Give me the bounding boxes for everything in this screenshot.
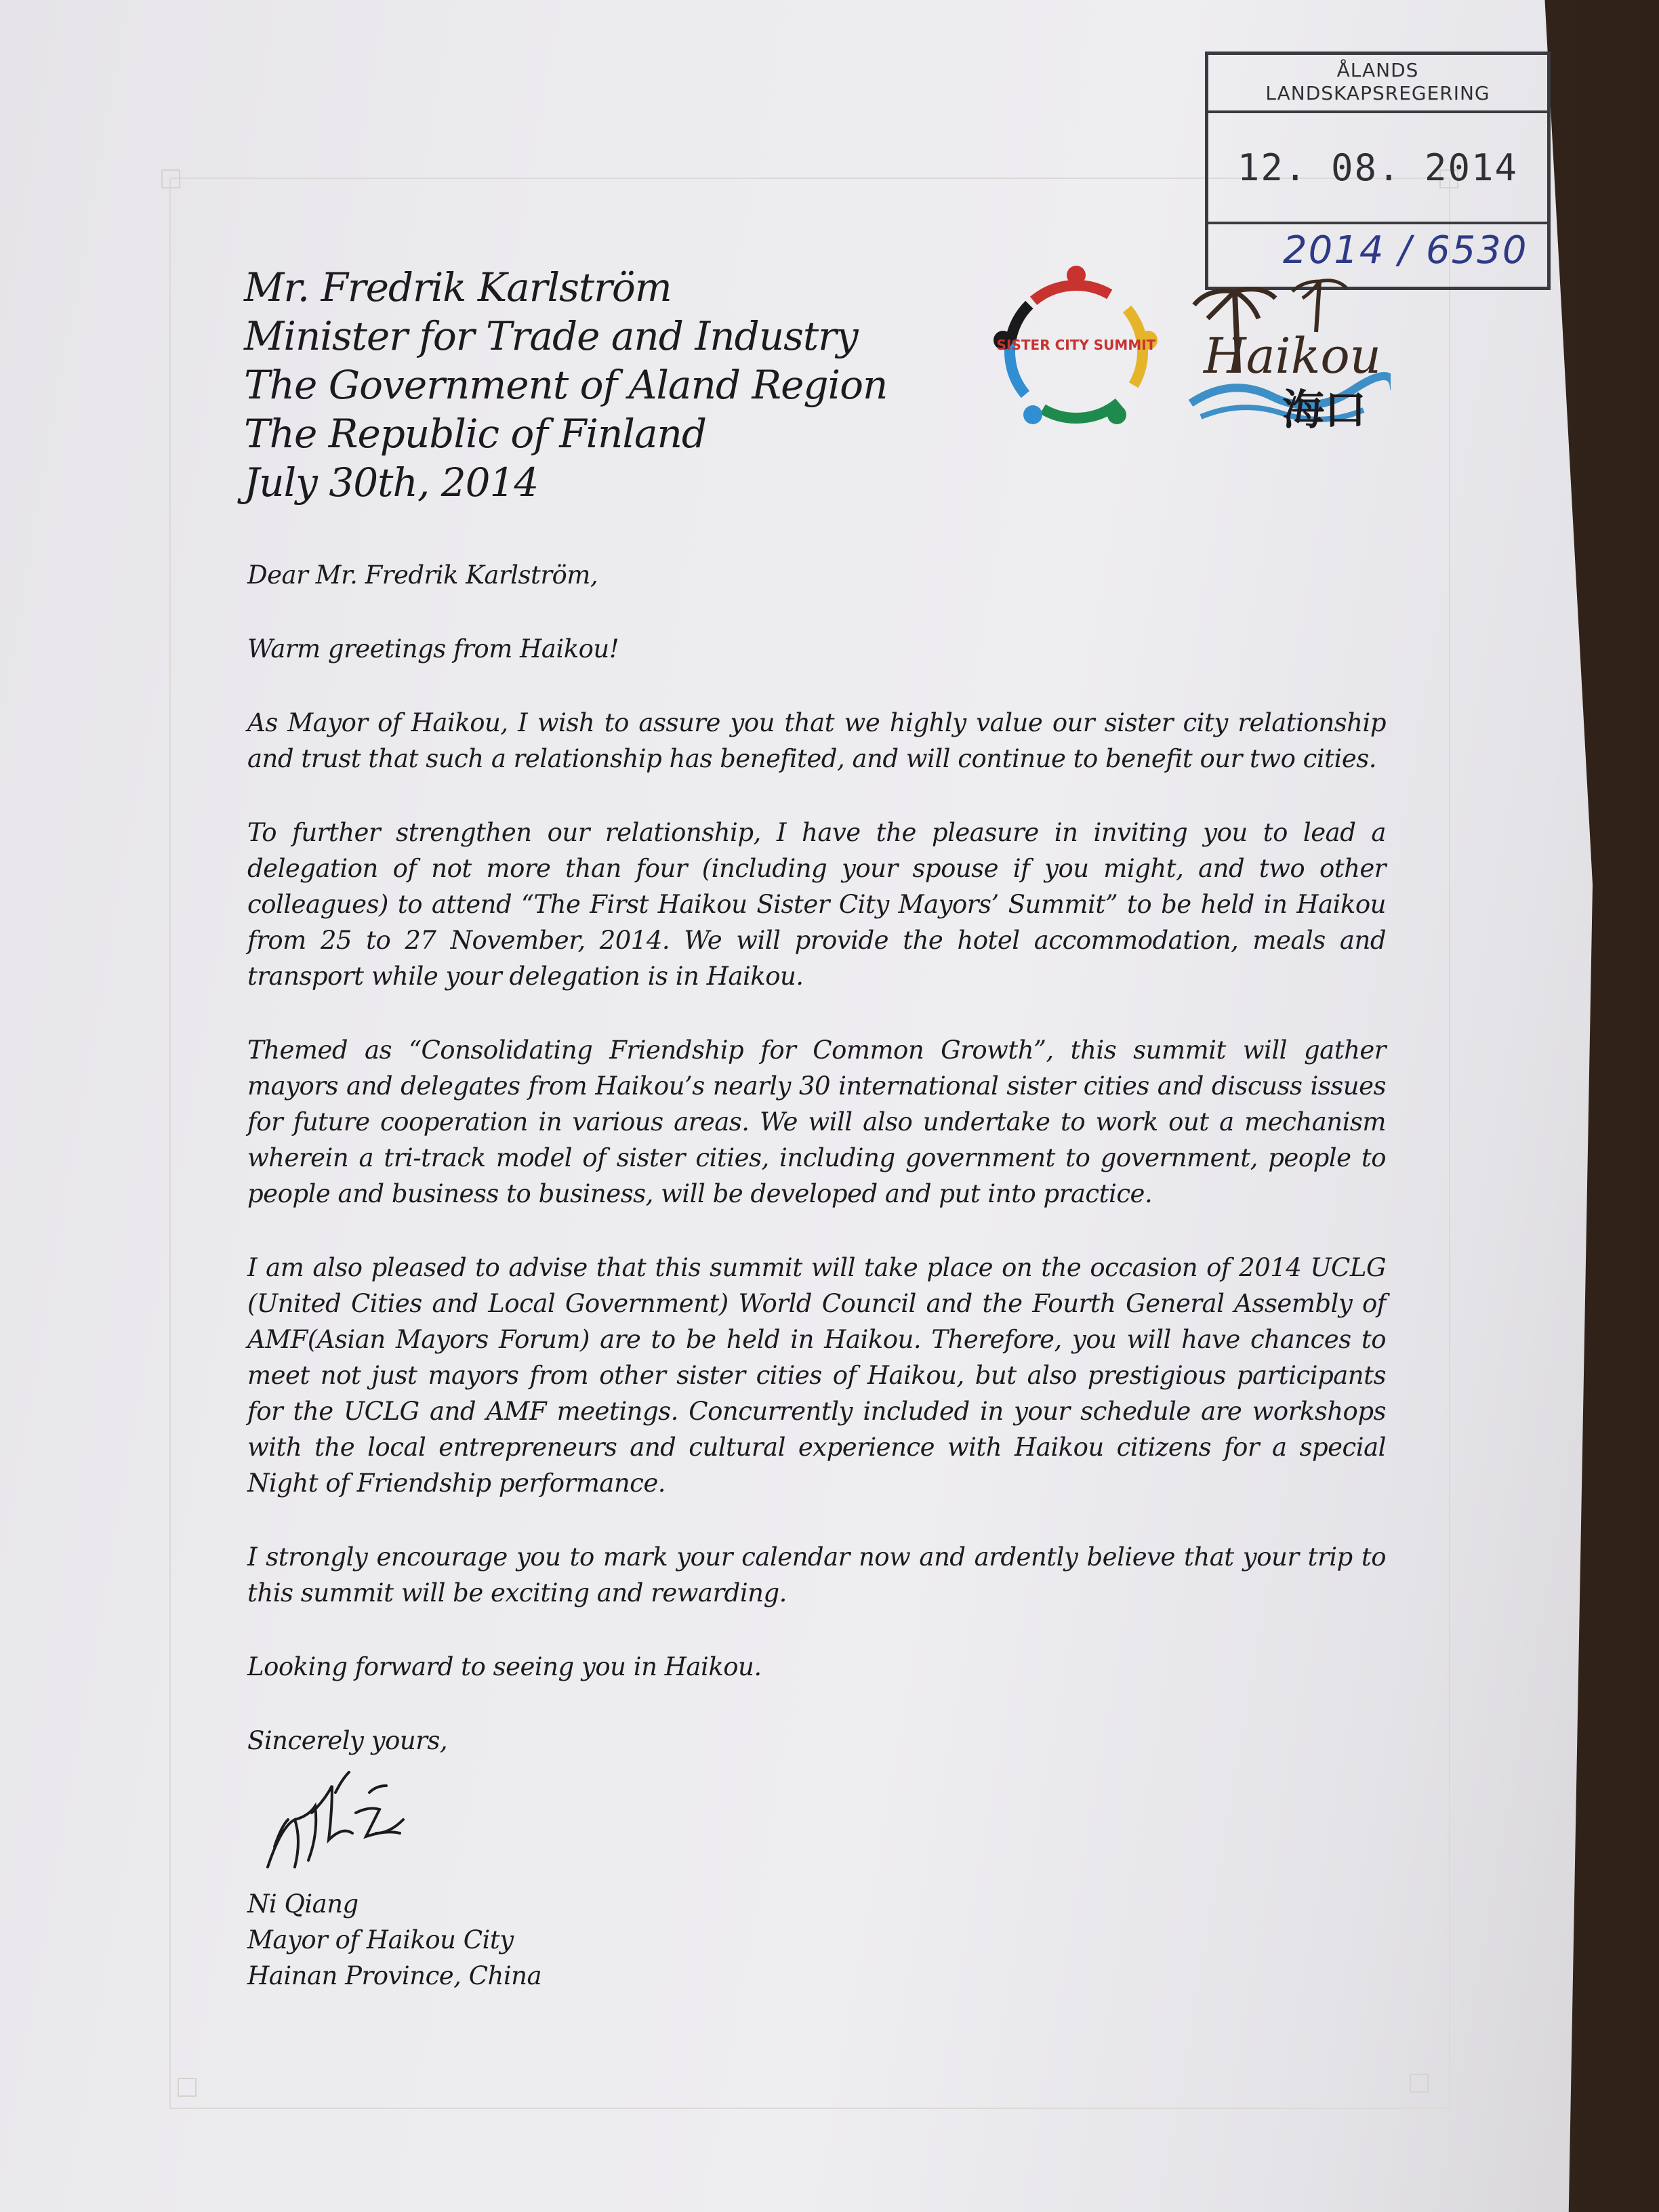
recipient-government: The Government of Aland Region [244,362,888,408]
stamp-date: 12. 08. 2014 [1208,113,1547,224]
frame-corner-bottom-right [1410,2074,1429,2093]
stamp-line-2: LANDSKAPSREGERING [1265,82,1490,104]
paragraph-4: I am also pleased to advise that this summit will take place on the occasion of 2014 UCLG (United Cities and Local Government) World Council and the Fourth General Assembly of AMF(Asian Mayors Forum) are to be held in Haikou. Therefore, you will have chances to meet not just mayors from other sister cities of Haikou, but also prestigious participants for the UCLG and AMF meetings. Concurrently included in your schedule are workshops with the local entrepreneurs and cultural experience with Haikou citizens for a special Night of Friendship performance. [247,1253,1386,1498]
frame-corner-bottom-left [178,2078,197,2097]
recipient-name: Mr. Fredrik Karlström [244,264,672,310]
recipient-address [244,263,887,507]
frame-corner-top-left [161,169,180,188]
signer-title: Mayor of Haikou City [247,1925,514,1954]
salutation: Dear Mr. Fredrik Karlström, [247,560,598,590]
sister-city-logo-icon [988,260,1164,436]
signer-block [247,1886,1386,1994]
stamp-reference-number: 2014 / 6530 [1283,228,1528,272]
registry-stamp [1205,52,1551,290]
sign-off: Sincerely yours, [247,1726,448,1755]
signature-icon [247,1765,464,1887]
sister-city-summit-logo [988,260,1164,436]
paragraph-2: To further strengthen our relationship, I have the pleasure in inviting you to lead a delegation of not more than four (including your spouse if you might, and two other colleagues) to attend “The First Haikou Sister City Mayors’ Summit” to be held in Haikou from 25 to 27 November, 2014. We will provide the hotel accommodation, meals and transport while your delegation is in Haikou. [247,818,1386,991]
letter-body [247,557,1386,1994]
signer-name: Ni Qiang [247,1889,359,1919]
greeting: Warm greetings from Haikou! [247,634,619,663]
handwritten-signature [247,1765,1386,1881]
haikou-chinese-name: 海口 [1282,385,1367,434]
sister-city-logo-text: SISTER CITY SUMMIT [996,337,1156,353]
paragraph-5: I strongly encourage you to mark your calendar now and ardently believe that your trip to this summit will be exciting and rewarding. [247,1542,1386,1607]
closing-line: Looking forward to seeing you in Haikou. [247,1652,762,1681]
recipient-country: The Republic of Finland [244,411,707,457]
paragraph-3: Themed as “Consolidating Friendship for Common Growth”, this summit will gather mayors and delegates from Haikou’s nearly 30 international sister cities and discuss issues for future cooperation in various areas. We will also undertake to work out a mechanism wherein a tri-track model of sister cities, including government to government, people to people and business to business, will be developed and put into practice. [247,1036,1386,1208]
signer-location: Hainan Province, China [247,1961,542,1990]
letter-date: July 30th, 2014 [244,459,539,506]
stamp-header [1208,55,1547,113]
haikou-logo-text: Haikou [1203,327,1382,384]
stamp-line-1: ÅLANDS [1336,59,1419,81]
recipient-title: Minister for Trade and Industry [244,313,858,359]
paragraph-1: As Mayor of Haikou, I wish to assure you that we highly value our sister city relationship and trust that such a relationship has benefited, and will continue to benefit our two cities. [247,708,1386,773]
